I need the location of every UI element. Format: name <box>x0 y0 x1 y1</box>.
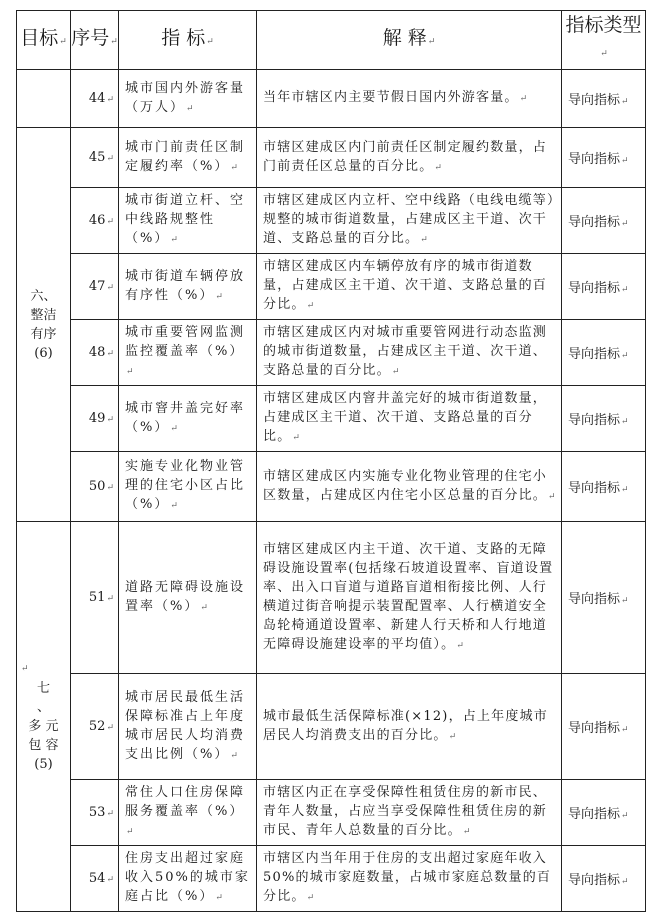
cell-indicator-type: 导向指标↵ <box>562 780 646 846</box>
table-row <box>17 386 646 452</box>
cell-seq: 50↵ <box>71 452 119 522</box>
goal-cell <box>17 70 71 128</box>
cell-indicator-type: 导向指标↵ <box>562 846 646 912</box>
cell-indicator-name: 城市街道车辆停放有序性（%）↵ <box>119 254 257 320</box>
cell-indicator-type: 导向指标↵ <box>562 70 646 128</box>
cell-indicator-name-text: 城市国内外游客量（万人） <box>125 80 246 115</box>
cell-explanation: 市辖区建成区内窨井盖完好的城市街道数量，占建成区主干道、次干道、支路总量的百分比。↵ <box>257 386 562 452</box>
cell-seq-text: 53 <box>88 805 106 820</box>
cell-indicator-name: 城市门前责任区制定履约率（%）↵ <box>119 128 257 188</box>
table-row <box>17 674 646 780</box>
cell-seq-text: 50 <box>88 479 106 494</box>
header-name-label: 指 标 <box>161 26 206 49</box>
cell-indicator-name: 城市窨井盖完好率（%）↵ <box>119 386 257 452</box>
header-goal: 目标↵ <box>17 11 71 70</box>
cell-explanation: 市辖区建成区内门前责任区制定履约数量，占门前责任区总量的百分比。↵ <box>257 128 562 188</box>
cell-indicator-name: 城市重要管网监测监控覆盖率（%）↵ <box>119 320 257 386</box>
table-row <box>17 320 646 386</box>
cell-seq: 45↵ <box>71 128 119 188</box>
cell-seq-text: 49 <box>88 411 106 426</box>
header-type-label: 指标类型 <box>565 14 642 36</box>
goal-label-line: 包 容 <box>28 737 59 753</box>
cell-indicator-name: 城市国内外游客量（万人）↵ <box>119 70 257 128</box>
cell-explanation-text: 市辖区内当年用于住房的支出超过家庭年收入 50%的城市家庭数量，占城市家庭总数量的百分比。 <box>263 851 552 904</box>
cell-indicator-type: 导向指标↵ <box>562 386 646 452</box>
goal-label-line: (5) <box>34 756 53 772</box>
cell-indicator-type-text: 导向指标 <box>568 592 621 607</box>
cell-indicator-type-text: 导向指标 <box>568 807 621 822</box>
cell-indicator-type: 导向指标↵ <box>562 188 646 254</box>
header-seq: 序号↵ <box>71 11 119 70</box>
cell-explanation-text: 市辖区建成区内车辆停放有序的城市街道数量，占建成区主干道、次干道、支路总量的百分比。 <box>263 259 548 312</box>
cell-seq-text: 51 <box>88 590 106 605</box>
goal-label-line: 有序 <box>30 326 57 342</box>
cell-seq: 53↵ <box>71 780 119 846</box>
cell-indicator-type: 导向指标↵ <box>562 254 646 320</box>
goal-cell: ↵ 七 、 多 元 包 容 (5) <box>17 522 71 912</box>
cell-seq: 48↵ <box>71 320 119 386</box>
cell-seq: 51↵ <box>71 522 119 674</box>
goal-label-line: 七 <box>36 680 50 696</box>
cell-explanation-text: 市辖区建成区内门前责任区制定履约数量，占门前责任区总量的百分比。 <box>263 139 548 174</box>
cell-indicator-name: 道路无障碍设施设置率（%）↵ <box>119 522 257 674</box>
cell-seq-text: 46 <box>88 213 106 228</box>
table-row <box>17 780 646 846</box>
table-row <box>17 846 646 912</box>
cell-seq-text: 47 <box>88 279 106 294</box>
goal-label-line: (6) <box>34 345 53 361</box>
cell-indicator-type: 导向指标↵ <box>562 128 646 188</box>
cell-explanation: 市辖区内正在享受保障性租赁住房的新市民、青年人数量，占应当享受保障性租赁住房的新市民、青年人总数量的百分比。↵ <box>257 780 562 846</box>
cell-indicator-name: 城市居民最低生活保障标准占上年度城市居民人均消费支出比例（%）↵ <box>119 674 257 780</box>
goal-label-line: 六、 <box>30 288 57 304</box>
cell-indicator-name-text: 城市居民最低生活保障标准占上年度城市居民人均消费支出比例（%） <box>125 689 246 762</box>
cell-explanation-text: 当年市辖区内主要节假日国内外游客量。 <box>263 90 519 105</box>
table-row <box>17 522 646 674</box>
cell-explanation: 市辖区建成区内立杆、空中线路（电线电缆等）规整的城市街道数量，占建成区主干道、次干道、支路总量的百分比。↵ <box>257 188 562 254</box>
cell-seq: 44↵ <box>71 70 119 128</box>
cell-indicator-name-text: 实施专业化物业管理的住宅小区占比（%） <box>125 459 246 512</box>
cell-seq: 49↵ <box>71 386 119 452</box>
cell-indicator-name-text: 住房支出超过家庭收入50%的城市家庭占比（%） <box>125 851 250 904</box>
cell-explanation-text: 市辖区建成区内对城市重要管网进行动态监测的城市街道数量，占建成区主干道、次干道、支路总量的百分比。 <box>263 325 548 378</box>
header-desc-label: 解 释 <box>382 26 427 49</box>
cell-explanation: 当年市辖区内主要节假日国内外游客量。↵ <box>257 70 562 128</box>
cell-seq-text: 45 <box>88 150 106 165</box>
cell-explanation: 市辖区内当年用于住房的支出超过家庭年收入 50%的城市家庭数量，占城市家庭总数量的百分比。↵ <box>257 846 562 912</box>
cell-seq: 47↵ <box>71 254 119 320</box>
cell-indicator-name: 城市街道立杆、空中线路规整性（%）↵ <box>119 188 257 254</box>
goal-label-line: 、 <box>36 699 50 715</box>
cell-explanation-text: 市辖区内正在享受保障性租赁住房的新市民、青年人数量，占应当享受保障性租赁住房的新市民、青年人总数量的百分比。 <box>263 785 548 838</box>
cell-indicator-name: 实施专业化物业管理的住宅小区占比（%）↵ <box>119 452 257 522</box>
cell-indicator-name-text: 城市街道车辆停放有序性（%） <box>125 268 246 303</box>
cell-indicator-type: 导向指标↵ <box>562 452 646 522</box>
table-row <box>17 254 646 320</box>
cell-indicator-type-text: 导向指标 <box>568 215 621 230</box>
indicator-table <box>16 10 646 912</box>
goal-label-line: 多 元 <box>28 718 59 734</box>
cell-seq: 46↵ <box>71 188 119 254</box>
table-row <box>17 128 646 188</box>
table-row <box>17 188 646 254</box>
cell-indicator-name: 住房支出超过家庭收入50%的城市家庭占比（%）↵ <box>119 846 257 912</box>
table-body <box>17 70 646 912</box>
cell-explanation: 市辖区建成区内主干道、次干道、支路的无障碍设施设置率(包括缘石坡道设置率、盲道设置率、出入口盲道与道路盲道相衔接比例、人行横道过街音响提示装置配置率、人行横道安全岛轮椅通道设置率、新建人行天桥和人行地道无障碍设施建设率的平均值）。↵ <box>257 522 562 674</box>
cell-seq-text: 48 <box>88 345 106 360</box>
cell-seq: 52↵ <box>71 674 119 780</box>
table-row <box>17 452 646 522</box>
cell-indicator-name-text: 常住人口住房保障服务覆盖率（%） <box>125 785 246 819</box>
header-desc: 解 释↵ <box>257 11 562 70</box>
goal-cell <box>17 128 71 522</box>
cell-explanation: 市辖区建成区内对城市重要管网进行动态监测的城市街道数量，占建成区主干道、次干道、支路总量的百分比。↵ <box>257 320 562 386</box>
cell-explanation-text: 市辖区建成区内窨井盖完好的城市街道数量，占建成区主干道、次干道、支路总量的百分比。 <box>263 391 548 444</box>
cell-indicator-name-text: 城市街道立杆、空中线路规整性（%） <box>125 193 246 246</box>
cell-indicator-name-text: 城市门前责任区制定履约率（%） <box>125 139 246 174</box>
cell-explanation: 市辖区建成区内实施专业化物业管理的住宅小区数量，占建成区内住宅小区总量的百分比。↵ <box>257 452 562 522</box>
cell-explanation-text: 市辖区建成区内立杆、空中线路（电线电缆等）规整的城市街道数量，占建成区主干道、次干道、支路总量的百分比。 <box>263 193 555 246</box>
header-name: 指 标↵ <box>119 11 257 70</box>
header-type: 指标类型↵ <box>562 11 646 70</box>
cell-indicator-type: 导向指标↵ <box>562 320 646 386</box>
cell-explanation-text: 市辖区建成区内实施专业化物业管理的住宅小区数量，占建成区内住宅小区总量的百分比。 <box>263 468 548 503</box>
cell-seq-text: 52 <box>88 719 106 734</box>
cell-indicator-type-text: 导向指标 <box>568 347 621 362</box>
cell-indicator-type: 导向指标↵ <box>562 674 646 780</box>
cell-explanation-text: 城市最低生活保障标准(×12)，占上年度城市居民人均消费支出的百分比。 <box>263 708 548 743</box>
cell-seq-text: 44 <box>88 91 106 106</box>
cell-indicator-name-text: 城市重要管网监测监控覆盖率（%） <box>125 325 246 359</box>
cell-seq-text: 54 <box>88 871 106 886</box>
table-row <box>17 70 646 128</box>
cell-explanation: 市辖区建成区内车辆停放有序的城市街道数量，占建成区主干道、次干道、支路总量的百分比。↵ <box>257 254 562 320</box>
cell-explanation: 城市最低生活保障标准(×12)，占上年度城市居民人均消费支出的百分比。↵ <box>257 674 562 780</box>
cell-explanation-text: 市辖区建成区内主干道、次干道、支路的无障碍设施设置率(包括缘石坡道设置率、盲道设置率、出入口盲道与道路盲道相衔接比例、人行横道过街音响提示装置配置率、人行横道安全岛轮椅通道设置率、新建人行天桥和人行地道无障碍设施建设率的平均值）。 <box>263 541 554 652</box>
cell-indicator-type-text: 导向指标 <box>568 481 621 496</box>
cell-indicator-name-text: 城市窨井盖完好率（%） <box>125 400 246 435</box>
cell-indicator-name: 常住人口住房保障服务覆盖率（%）↵ <box>119 780 257 846</box>
cell-indicator-type-text: 导向指标 <box>568 93 621 108</box>
cell-indicator-type-text: 导向指标 <box>568 873 621 888</box>
cell-seq: 54↵ <box>71 846 119 912</box>
cell-indicator-type-text: 导向指标 <box>568 281 621 296</box>
goal-label-line: 整洁 <box>30 307 57 323</box>
cell-indicator-type-text: 导向指标 <box>568 413 621 428</box>
header-goal-label: 目标 <box>20 26 59 49</box>
document-page <box>16 10 645 912</box>
header-seq-label: 序号 <box>71 26 110 49</box>
cell-indicator-type-text: 导向指标 <box>568 152 621 167</box>
cell-indicator-name-text: 道路无障碍设施设置率（%） <box>125 579 246 614</box>
cell-indicator-type-text: 导向指标 <box>568 721 621 736</box>
cell-indicator-type: 导向指标↵ <box>562 522 646 674</box>
